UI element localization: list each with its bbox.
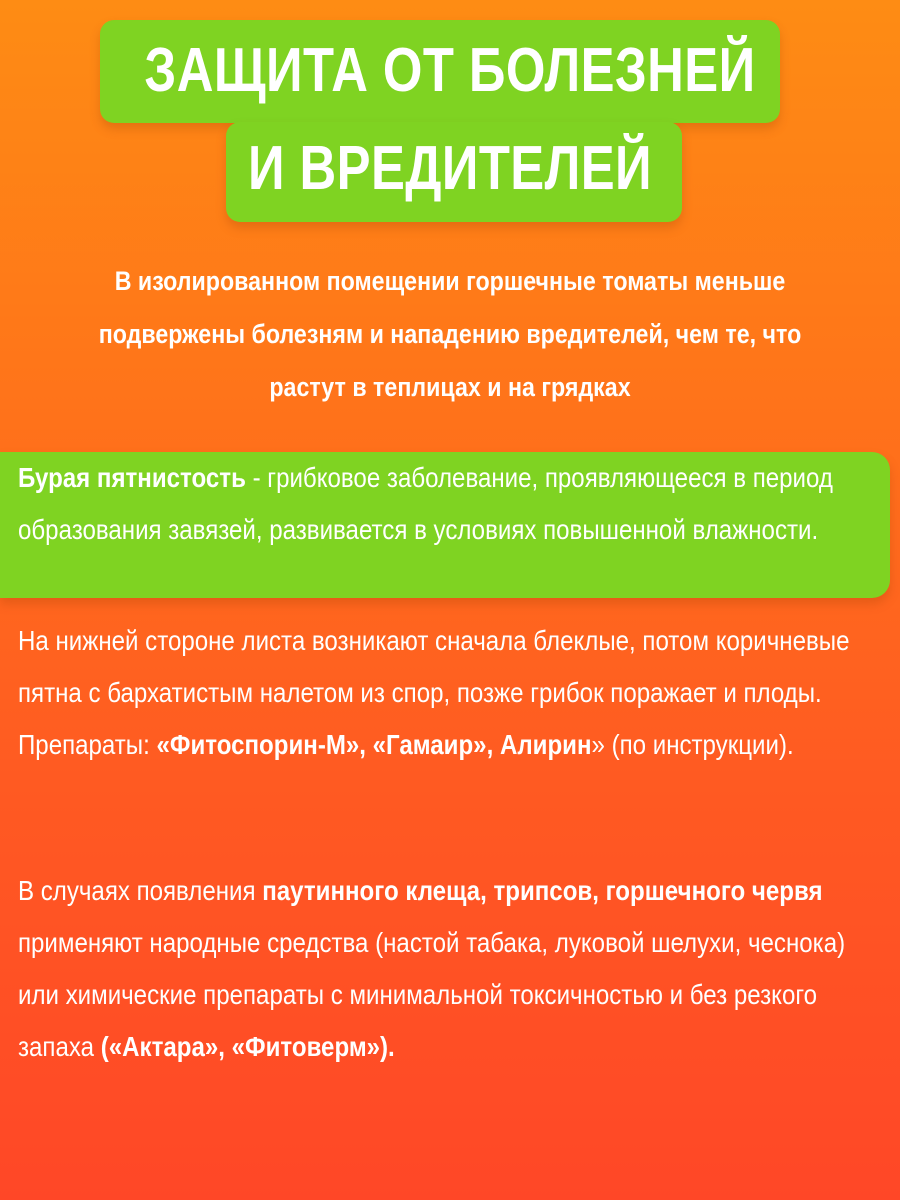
- page-title-line-1: ЗАЩИТА ОТ БОЛЕЗНЕЙ: [144, 36, 756, 105]
- brown-spot-description: - грибковое заболевание, проявляющееся в период образования завязей, развивается в условиях повышенной влажности.: [18, 462, 833, 545]
- brown-spot-paragraph: [18, 452, 869, 556]
- symptoms-close-quote: »: [591, 729, 605, 760]
- pests-drugs: («Актара», «Фитоверм»).: [100, 1031, 395, 1062]
- pests-names: паутинного клеща, трипсов, горшечного червя: [262, 875, 823, 906]
- symptoms-note: (по инструкции).: [604, 729, 794, 760]
- symptoms-drugs: «Фитоспорин-М», «Гамаир», Алирин: [156, 729, 592, 760]
- pests-prefix: В случаях появления: [18, 875, 263, 906]
- symptoms-paragraph: [18, 615, 878, 771]
- pests-middle: применяют народные средства (настой табака, луковой шелухи, чеснока) или химические препараты с минимальной токсичностью и без резкого запаха: [18, 927, 846, 1062]
- brown-spot-term: Бурая пятнистость: [18, 462, 246, 493]
- intro-text: В изолированном помещении горшечные томаты меньше подвержены болезням и нападению вредителей, чем те, что растут в теплицах и на грядках: [98, 266, 802, 402]
- pests-paragraph: [18, 865, 878, 1073]
- page-title-line-2: И ВРЕДИТЕЛЕЙ: [248, 134, 652, 203]
- symptoms-text: На нижней стороне листа возникают сначала блеклые, потом коричневые пятна с бархатистым налетом из спор, позже грибок поражает и плоды. Препараты:: [18, 625, 850, 760]
